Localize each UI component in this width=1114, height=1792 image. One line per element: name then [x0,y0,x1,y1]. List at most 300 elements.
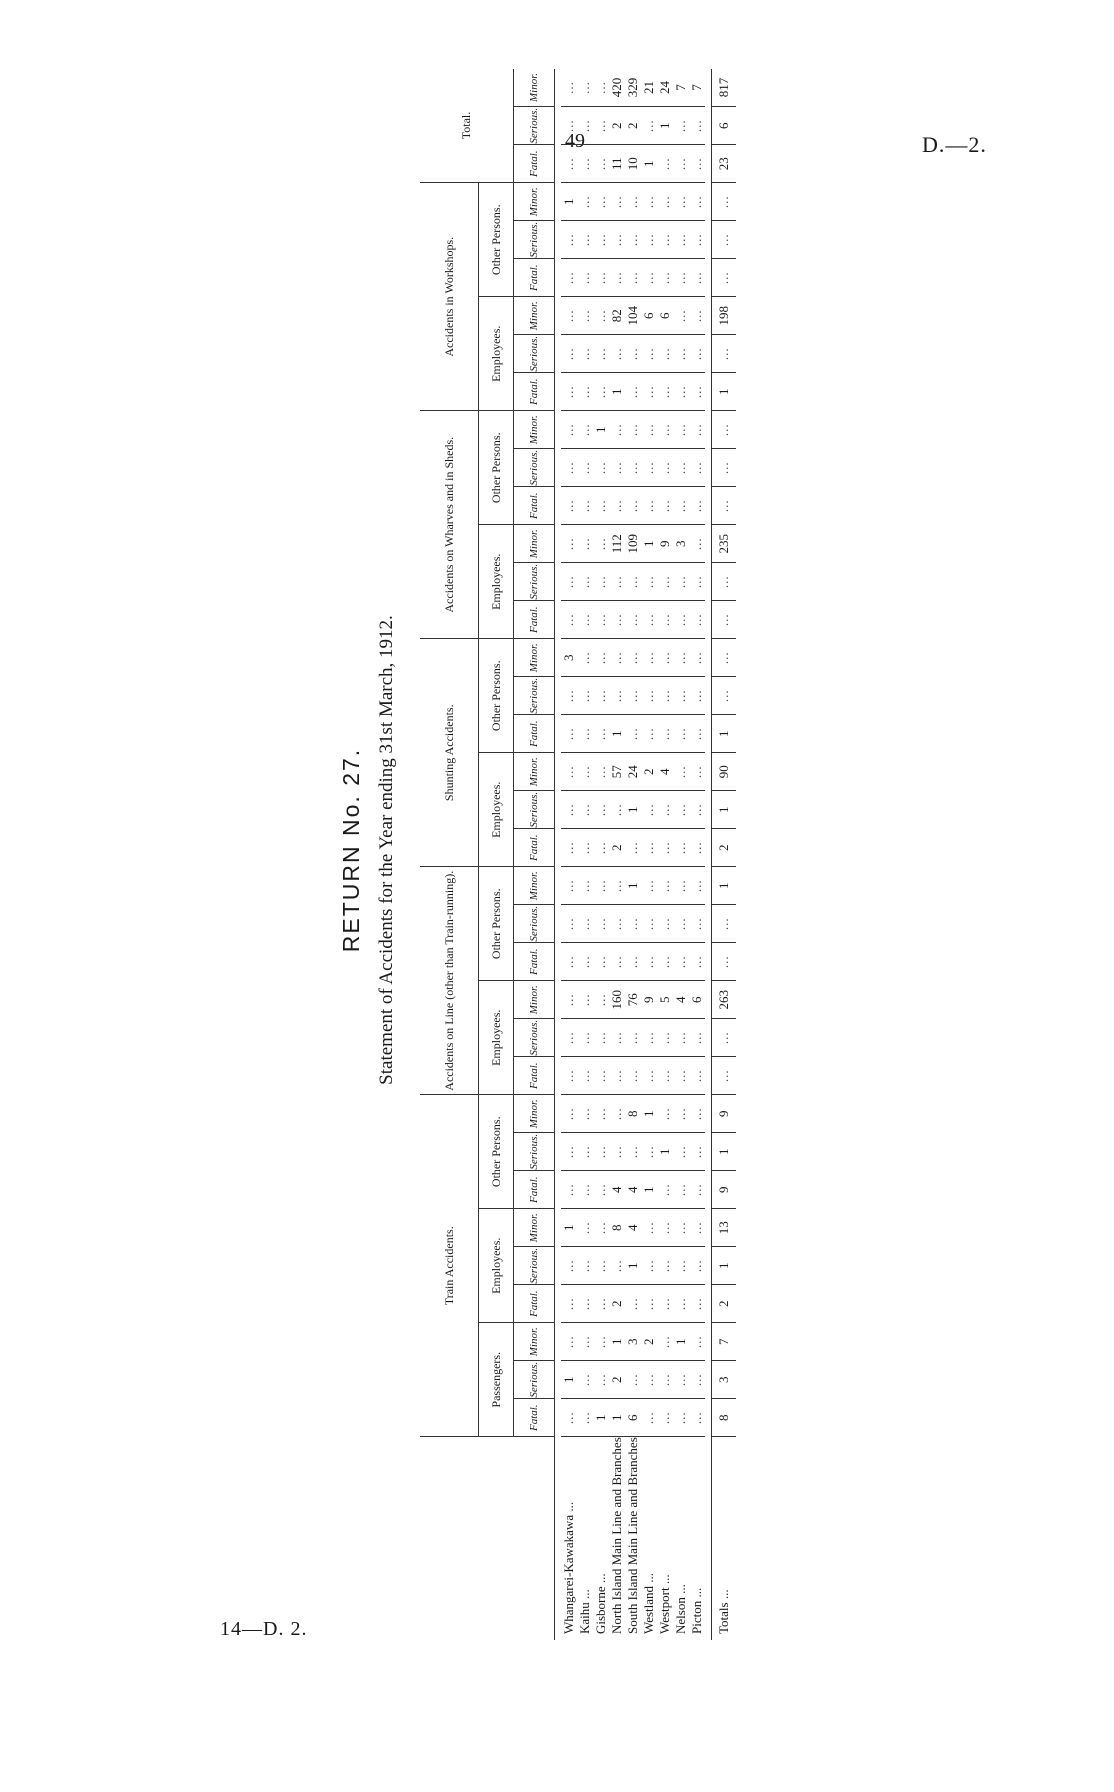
table-cell: ... [577,639,593,677]
table-cell: 1 [712,373,737,411]
table-cell: ... [625,183,641,221]
table-cell: ... [577,867,593,905]
table-cell: 82 [609,297,625,335]
table-cell: 1 [593,411,609,449]
table-cell: ... [561,791,577,829]
table-cell: ... [689,1171,705,1209]
table-cell: ... [561,715,577,753]
table-row [577,69,593,1640]
table-cell: ... [625,411,641,449]
table-cell: ... [657,1209,673,1247]
table-cell: ... [673,1399,689,1437]
table-cell: 1 [561,1361,577,1399]
table-cell: 1 [657,1133,673,1171]
table-cell: 1 [609,373,625,411]
table-cell: ... [689,829,705,867]
accidents-table [420,69,736,1640]
table-cell: ... [673,487,689,525]
table-cell: 1 [641,1171,657,1209]
table-cell: ... [673,259,689,297]
column-header: Fatal. [514,829,555,867]
table-cell: ... [625,639,641,677]
table-cell: ... [561,1171,577,1209]
table-cell: ... [625,221,641,259]
table-cell: ... [689,1399,705,1437]
table-cell: ... [657,1095,673,1133]
table-cell: 7 [712,1323,737,1361]
table-cell: ... [641,1361,657,1399]
column-header: Minor. [514,867,555,905]
table-cell: ... [609,1057,625,1095]
table-cell: ... [593,753,609,791]
table-cell: ... [593,373,609,411]
table-cell: ... [641,1399,657,1437]
table-cell: ... [641,221,657,259]
table-cell: ... [593,905,609,943]
table-cell: 1 [641,1095,657,1133]
table-cell: ... [641,1247,657,1285]
table-cell: ... [577,1285,593,1323]
table-cell: ... [593,1285,609,1323]
table-cell: ... [577,1171,593,1209]
table-cell: ... [577,373,593,411]
statement-title: Statement of Accidents for the Year ending 31st March, 1912. [376,615,397,1085]
table-cell: 2 [712,1285,737,1323]
table-cell: ... [673,753,689,791]
table-cell: ... [577,183,593,221]
table-cell: ... [593,335,609,373]
table-cell: ... [577,601,593,639]
table-cell: ... [641,411,657,449]
column-header: Fatal. [514,487,555,525]
table-cell: ... [561,1057,577,1095]
group-header: Train Accidents. [420,1095,479,1437]
table-cell: ... [625,1285,641,1323]
column-header: Fatal. [514,1399,555,1437]
table-cell: ... [577,981,593,1019]
column-header: Serious. [514,791,555,829]
table-cell: ... [657,905,673,943]
table-cell: 198 [712,297,737,335]
table-cell: ... [577,1057,593,1095]
table-cell: ... [561,411,577,449]
table-cell: ... [625,1057,641,1095]
table-cell: ... [577,1323,593,1361]
table-cell: 5 [657,981,673,1019]
table-cell: ... [657,943,673,981]
table-cell: ... [673,1133,689,1171]
table-cell: ... [561,335,577,373]
column-header: Minor. [514,69,555,107]
table-cell: 1 [641,525,657,563]
table-cell: 1 [609,1399,625,1437]
table-cell: ... [641,487,657,525]
table-cell: ... [593,791,609,829]
table-cell: ... [609,1133,625,1171]
table-cell: ... [609,867,625,905]
table-cell: 1 [712,791,737,829]
table-cell: ... [689,943,705,981]
table-cell: ... [657,1285,673,1323]
table-cell: ... [657,677,673,715]
table-cell: ... [641,829,657,867]
table-cell: ... [609,1095,625,1133]
subgroup-header: Other Persons. [479,867,514,981]
table-cell: ... [609,335,625,373]
rotated-table-section [338,60,1098,1640]
table-cell: ... [577,411,593,449]
table-cell: ... [577,905,593,943]
table-cell: ... [625,1361,641,1399]
column-header: Serious. [514,563,555,601]
table-cell: ... [689,1057,705,1095]
table-cell: ... [673,335,689,373]
table-cell: ... [712,1057,737,1095]
column-header: Serious. [514,905,555,943]
table-cell: ... [641,373,657,411]
table-cell: ... [689,791,705,829]
table-cell: ... [641,1285,657,1323]
table-cell: 1 [712,867,737,905]
row-label: Kaihu ... [577,1589,592,1634]
table-cell: ... [673,867,689,905]
subgroup-header: Passengers. [479,1323,514,1437]
column-header: Serious. [514,1247,555,1285]
table-cell: ... [673,829,689,867]
table-cell: ... [561,867,577,905]
table-cell: ... [641,601,657,639]
table-cell: ... [689,297,705,335]
table-cell: ... [689,677,705,715]
table-cell: ... [712,905,737,943]
table-cell: ... [593,1057,609,1095]
table-cell: ... [609,905,625,943]
table-cell: ... [577,943,593,981]
table-cell: ... [561,1095,577,1133]
table-cell: 420 [609,69,625,107]
table-cell: 4 [625,1209,641,1247]
table-cell: 1 [625,791,641,829]
group-header: Accidents on Wharves and in Sheds. [420,411,479,639]
table-cell: ... [657,373,673,411]
table-cell: ... [657,1323,673,1361]
table-cell: ... [609,449,625,487]
table-cell: ... [593,69,609,107]
table-cell: ... [673,221,689,259]
table-cell: 10 [625,145,641,183]
table-cell: ... [657,1399,673,1437]
table-cell: ... [625,335,641,373]
table-cell: ... [673,563,689,601]
table-cell: ... [673,1171,689,1209]
table-cell: ... [673,107,689,145]
table-cell: 2 [609,1285,625,1323]
table-cell: ... [689,867,705,905]
column-header: Serious. [514,1361,555,1399]
table-cell: 6 [712,107,737,145]
table-cell: 2 [641,753,657,791]
table-cell: ... [561,601,577,639]
table-cell: ... [577,677,593,715]
table-cell: ... [673,715,689,753]
column-header: Fatal. [514,145,555,183]
table-cell: ... [577,69,593,107]
table-cell: ... [689,1019,705,1057]
table-cell: 160 [609,981,625,1019]
table-cell: ... [689,411,705,449]
table-cell: ... [577,715,593,753]
subgroup-header: Employees. [479,1209,514,1323]
table-cell: 9 [712,1171,737,1209]
table-cell: ... [689,1133,705,1171]
table-row [625,69,641,1640]
table-cell: ... [689,449,705,487]
table-cell: ... [561,677,577,715]
table-cell: 8 [609,1209,625,1247]
table-row [609,69,625,1640]
table-cell: ... [577,753,593,791]
table-cell: 7 [689,69,705,107]
table-cell: ... [561,1133,577,1171]
table-cell: ... [593,943,609,981]
table-cell: ... [673,601,689,639]
table-cell: ... [657,867,673,905]
table-cell: ... [561,1285,577,1323]
column-header: Minor. [514,1323,555,1361]
table-cell: ... [577,791,593,829]
table-cell: ... [625,487,641,525]
table-cell: ... [593,639,609,677]
table-cell: ... [593,677,609,715]
row-label: Nelson ... [673,1584,688,1634]
column-header: Fatal. [514,715,555,753]
table-cell: ... [673,791,689,829]
table-cell: ... [689,487,705,525]
table-cell: 2 [609,1361,625,1399]
table-cell: ... [641,791,657,829]
table-cell: ... [609,791,625,829]
table-cell: ... [641,563,657,601]
table-cell: ... [609,943,625,981]
table-cell: ... [625,601,641,639]
table-cell: ... [561,1399,577,1437]
column-header: Fatal. [514,1285,555,1323]
table-cell: 109 [625,525,641,563]
table-cell: ... [689,1247,705,1285]
table-cell: ... [689,715,705,753]
table-cell: 1 [657,107,673,145]
table-cell: ... [593,563,609,601]
table-cell: ... [712,335,737,373]
table-cell: ... [657,1247,673,1285]
table-cell: ... [673,1057,689,1095]
table-cell: ... [593,107,609,145]
column-header: Minor. [514,1095,555,1133]
table-cell: ... [609,487,625,525]
table-cell: 112 [609,525,625,563]
table-cell: ... [577,1361,593,1399]
table-cell: ... [673,183,689,221]
table-cell: ... [577,1095,593,1133]
table-cell: ... [577,1209,593,1247]
table-cell: 1 [609,1323,625,1361]
table-cell: 817 [712,69,737,107]
table-cell: ... [689,601,705,639]
table-cell: ... [689,905,705,943]
table-cell: ... [593,297,609,335]
table-cell: ... [712,183,737,221]
table-cell: ... [561,563,577,601]
table-cell: 4 [673,981,689,1019]
table-cell: 6 [657,297,673,335]
table-cell: ... [657,335,673,373]
table-cell: ... [561,1247,577,1285]
table-cell: ... [673,1095,689,1133]
table-cell: 8 [712,1399,737,1437]
table-cell: 21 [641,69,657,107]
table-cell: 104 [625,297,641,335]
table-cell: ... [609,563,625,601]
subgroup-header: Employees. [479,297,514,411]
table-cell: 329 [625,69,641,107]
table-cell: ... [625,449,641,487]
column-header: Fatal. [514,1057,555,1095]
table-cell: ... [593,715,609,753]
table-cell: ... [657,601,673,639]
subgroup-header: Other Persons. [479,639,514,753]
table-cell: 235 [712,525,737,563]
table-cell: ... [673,1247,689,1285]
table-cell: ... [625,1133,641,1171]
table-cell: ... [712,639,737,677]
table-cell: ... [625,943,641,981]
subgroup-header: Other Persons. [479,1095,514,1209]
column-header: Fatal. [514,373,555,411]
document-code: D.—2. [922,132,987,157]
table-cell: ... [657,639,673,677]
table-cell: ... [625,905,641,943]
table-cell: ... [625,715,641,753]
table-cell: ... [641,1057,657,1095]
table-cell: ... [673,1019,689,1057]
row-label: North Island Main Line and Branches [609,1437,624,1634]
table-cell: ... [609,1247,625,1285]
group-header: Accidents in Workshops. [420,183,479,411]
table-cell: ... [657,1361,673,1399]
table-cell: 6 [689,981,705,1019]
table-cell: ... [689,107,705,145]
table-cell: 23 [712,145,737,183]
table-cell: ... [689,753,705,791]
table-cell: ... [577,1133,593,1171]
table-cell: ... [609,183,625,221]
table-cell: ... [657,487,673,525]
table-row [689,69,705,1640]
table-cell: ... [625,259,641,297]
table-cell: ... [561,449,577,487]
table-cell: ... [561,297,577,335]
table-cell: ... [593,1095,609,1133]
table-cell: ... [577,145,593,183]
table-cell: 3 [561,639,577,677]
table-cell: ... [561,373,577,411]
table-cell: ... [689,1095,705,1133]
table-cell: 2 [609,107,625,145]
table-cell: ... [641,335,657,373]
table-cell: ... [657,563,673,601]
table-cell: ... [712,943,737,981]
table-cell: 57 [609,753,625,791]
table-cell: ... [641,107,657,145]
table-cell: ... [641,715,657,753]
table-cell: ... [577,1019,593,1057]
table-cell: ... [577,1247,593,1285]
table-cell: ... [712,221,737,259]
table-cell: 1 [712,1133,737,1171]
table-cell: 90 [712,753,737,791]
table-cell: ... [593,259,609,297]
table-cell: ... [641,1209,657,1247]
column-header: Minor. [514,639,555,677]
table-cell: ... [657,1057,673,1095]
table-cell: ... [561,829,577,867]
subgroup-header: Other Persons. [479,183,514,297]
table-cell: ... [657,1019,673,1057]
table-cell: 8 [625,1095,641,1133]
table-cell: ... [561,487,577,525]
table-cell: 4 [625,1171,641,1209]
row-label: Totals ... [712,1437,737,1640]
table-cell: 11 [609,145,625,183]
footer-code: 14—D. 2. [220,1618,308,1640]
column-header: Minor. [514,1209,555,1247]
table-cell: ... [625,563,641,601]
table-cell: 3 [625,1323,641,1361]
column-header: Serious. [514,1019,555,1057]
column-header: Minor. [514,411,555,449]
table-cell: ... [577,335,593,373]
table-cell: ... [609,1019,625,1057]
table-cell: ... [593,601,609,639]
table-cell: 76 [625,981,641,1019]
table-cell: ... [641,259,657,297]
table-cell: ... [673,411,689,449]
table-cell: ... [561,1323,577,1361]
table-cell: ... [593,145,609,183]
totals-row [712,69,737,1640]
table-cell: ... [577,487,593,525]
table-cell: ... [673,145,689,183]
table-cell: ... [593,1209,609,1247]
table-cell: ... [577,829,593,867]
table-cell: ... [657,791,673,829]
table-cell: ... [673,639,689,677]
table-cell: 1 [609,715,625,753]
page-number: 49 [565,130,585,152]
table-cell: ... [609,601,625,639]
table-cell: ... [689,525,705,563]
table-cell: ... [689,373,705,411]
row-label: Picton ... [689,1587,704,1634]
table-cell: 7 [673,69,689,107]
table-cell: 4 [609,1171,625,1209]
table-cell: ... [593,1361,609,1399]
column-header: Serious. [514,449,555,487]
table-cell: ... [657,145,673,183]
table-cell: ... [712,411,737,449]
column-header: Minor. [514,525,555,563]
table-cell: 6 [625,1399,641,1437]
